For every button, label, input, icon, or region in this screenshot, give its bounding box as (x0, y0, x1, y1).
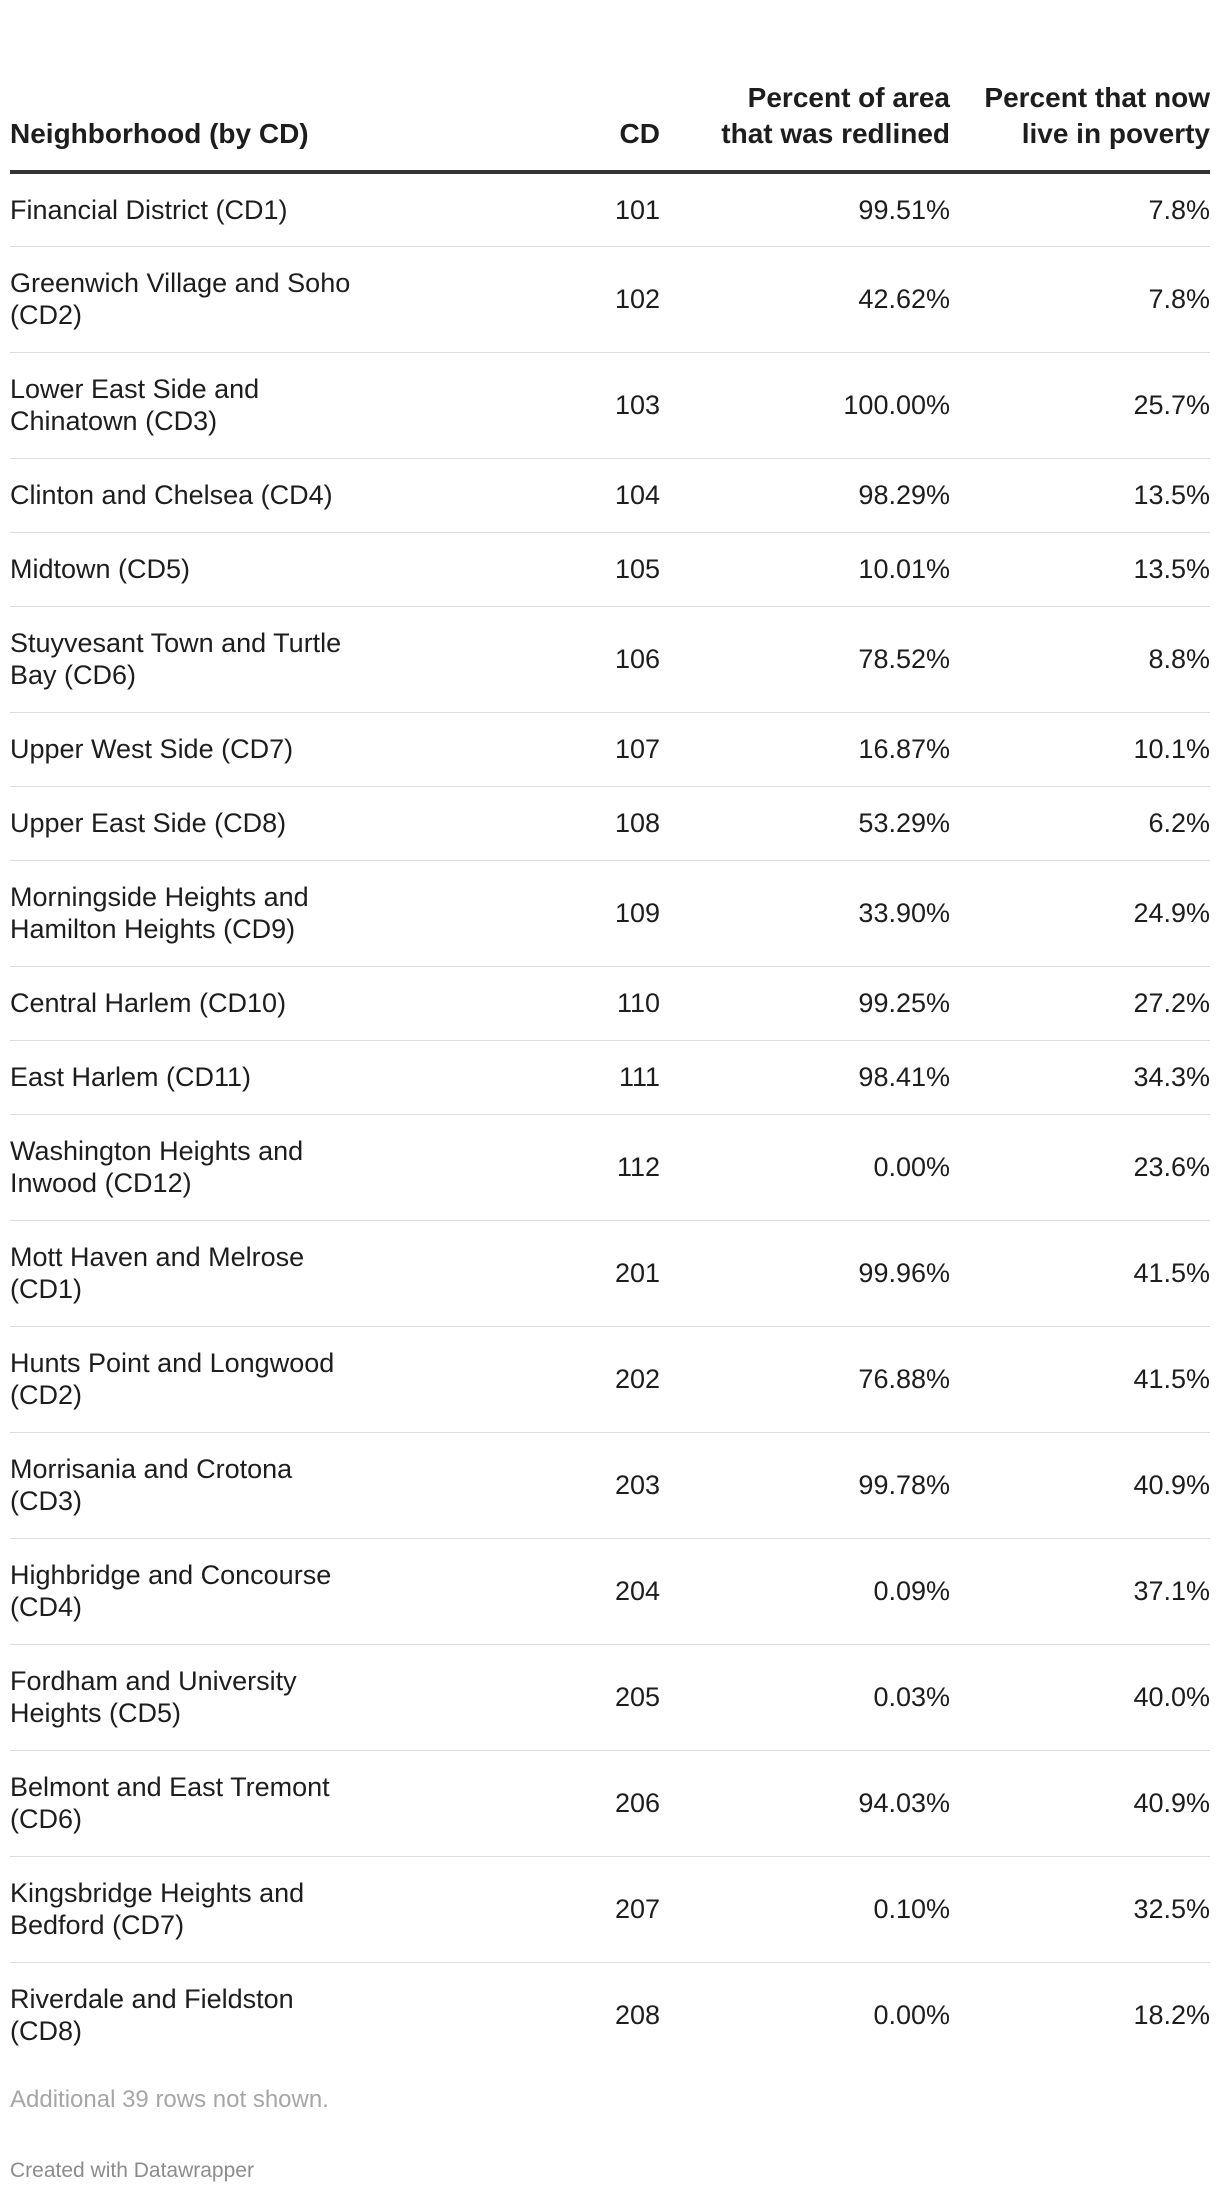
neighborhood-cell: Kingsbridge Heights and Bedford (CD7) (10, 1856, 420, 1962)
cd-cell: 104 (420, 458, 660, 532)
neighborhood-cell: Fordham and University Heights (CD5) (10, 1644, 420, 1750)
poverty-cell: 13.5% (950, 458, 1210, 532)
table-row (10, 1040, 1210, 1114)
table-row (10, 1326, 1210, 1432)
neighborhood-cell: Stuyvesant Town and Turtle Bay (CD6) (10, 606, 420, 712)
column-header-neighborhood[interactable]: Neighborhood (by CD) (10, 0, 420, 172)
table-row (10, 860, 1210, 966)
redlined-cell: 99.78% (660, 1432, 950, 1538)
redlined-cell: 42.62% (660, 246, 950, 352)
table-row (10, 1114, 1210, 1220)
table-container (10, 0, 1210, 2068)
cd-cell: 201 (420, 1220, 660, 1326)
redlined-cell: 99.51% (660, 172, 950, 246)
cd-cell: 101 (420, 172, 660, 246)
neighborhood-cell: Lower East Side and Chinatown (CD3) (10, 352, 420, 458)
redlined-cell: 100.00% (660, 352, 950, 458)
redlined-cell: 98.41% (660, 1040, 950, 1114)
table-row (10, 352, 1210, 458)
redlined-cell: 53.29% (660, 786, 950, 860)
neighborhood-cell: Morningside Heights and Hamilton Heights (CD9) (10, 860, 420, 966)
poverty-cell: 32.5% (950, 1856, 1210, 1962)
column-header-redlined[interactable]: Percent of area that was redlined (660, 0, 950, 172)
cd-cell: 103 (420, 352, 660, 458)
poverty-cell: 34.3% (950, 1040, 1210, 1114)
poverty-cell: 23.6% (950, 1114, 1210, 1220)
neighborhood-cell: Hunts Point and Longwood (CD2) (10, 1326, 420, 1432)
cd-cell: 202 (420, 1326, 660, 1432)
neighborhood-cell: Highbridge and Concourse (CD4) (10, 1538, 420, 1644)
table-row (10, 1432, 1210, 1538)
cd-cell: 107 (420, 712, 660, 786)
poverty-cell: 8.8% (950, 606, 1210, 712)
redlined-cell: 0.09% (660, 1538, 950, 1644)
table-row (10, 712, 1210, 786)
neighborhood-cell: East Harlem (CD11) (10, 1040, 420, 1114)
cd-cell: 102 (420, 246, 660, 352)
cd-cell: 109 (420, 860, 660, 966)
table-row (10, 1220, 1210, 1326)
redlined-cell: 10.01% (660, 532, 950, 606)
redlined-cell: 0.00% (873, 2000, 950, 2031)
data-table (10, 0, 1210, 2068)
neighborhood-cell: Central Harlem (CD10) (10, 966, 420, 1040)
table-row (10, 606, 1210, 712)
cd-cell: 205 (420, 1644, 660, 1750)
cd-cell: 203 (420, 1432, 660, 1538)
neighborhood-cell: Riverdale and Fieldston (CD8) (10, 1984, 294, 2047)
column-header-cd[interactable]: CD (420, 0, 660, 172)
cd-cell: 105 (420, 532, 660, 606)
redlined-cell: 94.03% (660, 1750, 950, 1856)
cd-cell: 207 (420, 1856, 660, 1962)
redlined-cell: 16.87% (660, 712, 950, 786)
neighborhood-cell: Upper West Side (CD7) (10, 712, 420, 786)
neighborhood-cell: Belmont and East Tremont (CD6) (10, 1750, 420, 1856)
table-header-row (10, 0, 1210, 172)
cd-cell: 206 (420, 1750, 660, 1856)
neighborhood-cell: Washington Heights and Inwood (CD12) (10, 1114, 420, 1220)
redlined-cell: 99.96% (660, 1220, 950, 1326)
poverty-cell: 10.1% (950, 712, 1210, 786)
table-row (10, 786, 1210, 860)
redlined-cell: 33.90% (660, 860, 950, 966)
redlined-cell: 0.00% (660, 1114, 950, 1220)
poverty-cell: 40.9% (950, 1750, 1210, 1856)
poverty-cell: 40.0% (950, 1644, 1210, 1750)
table-row (10, 532, 1210, 606)
neighborhood-cell: Upper East Side (CD8) (10, 786, 420, 860)
poverty-cell: 40.9% (950, 1432, 1210, 1538)
neighborhood-cell: Financial District (CD1) (10, 172, 420, 246)
redlined-cell: 0.03% (660, 1644, 950, 1750)
table-row (10, 1644, 1210, 1750)
poverty-cell: 41.5% (950, 1326, 1210, 1432)
table-row (10, 1962, 1210, 2068)
cd-cell: 110 (420, 966, 660, 1040)
poverty-cell: 6.2% (950, 786, 1210, 860)
table-row (10, 458, 1210, 532)
table-row (10, 1750, 1210, 1856)
column-header-poverty[interactable]: Percent that now live in poverty (950, 0, 1210, 172)
poverty-cell: 25.7% (950, 352, 1210, 458)
cd-cell: 111 (420, 1040, 660, 1114)
neighborhood-cell: Midtown (CD5) (10, 532, 420, 606)
neighborhood-cell: Clinton and Chelsea (CD4) (10, 458, 420, 532)
cd-cell: 112 (420, 1114, 660, 1220)
cd-cell: 106 (420, 606, 660, 712)
poverty-cell: 7.8% (950, 172, 1210, 246)
table-row (10, 1856, 1210, 1962)
poverty-cell: 18.2% (1133, 2000, 1210, 2031)
redlined-cell: 76.88% (660, 1326, 950, 1432)
table-notes: Additional 39 rows not shown. (10, 2086, 329, 2113)
table-row (10, 1538, 1210, 1644)
cd-cell: 208 (614, 2000, 660, 2031)
poverty-cell: 37.1% (950, 1538, 1210, 1644)
table-row (10, 246, 1210, 352)
poverty-cell: 24.9% (950, 860, 1210, 966)
neighborhood-cell: Greenwich Village and Soho (CD2) (10, 246, 420, 352)
table-row (10, 172, 1210, 246)
cd-cell: 108 (420, 786, 660, 860)
redlined-cell: 78.52% (660, 606, 950, 712)
redlined-cell: 98.29% (660, 458, 950, 532)
redlined-cell: 99.25% (660, 966, 950, 1040)
poverty-cell: 41.5% (950, 1220, 1210, 1326)
poverty-cell: 13.5% (950, 532, 1210, 606)
poverty-cell: 7.8% (950, 246, 1210, 352)
neighborhood-cell: Morrisania and Crotona (CD3) (10, 1432, 420, 1538)
cd-cell: 204 (420, 1538, 660, 1644)
table-body (10, 172, 1210, 2068)
poverty-cell: 27.2% (950, 966, 1210, 1040)
neighborhood-cell: Mott Haven and Melrose (CD1) (10, 1220, 420, 1326)
redlined-cell: 0.10% (660, 1856, 950, 1962)
table-row (10, 966, 1210, 1040)
datawrapper-credit: Created with Datawrapper (10, 2159, 254, 2182)
